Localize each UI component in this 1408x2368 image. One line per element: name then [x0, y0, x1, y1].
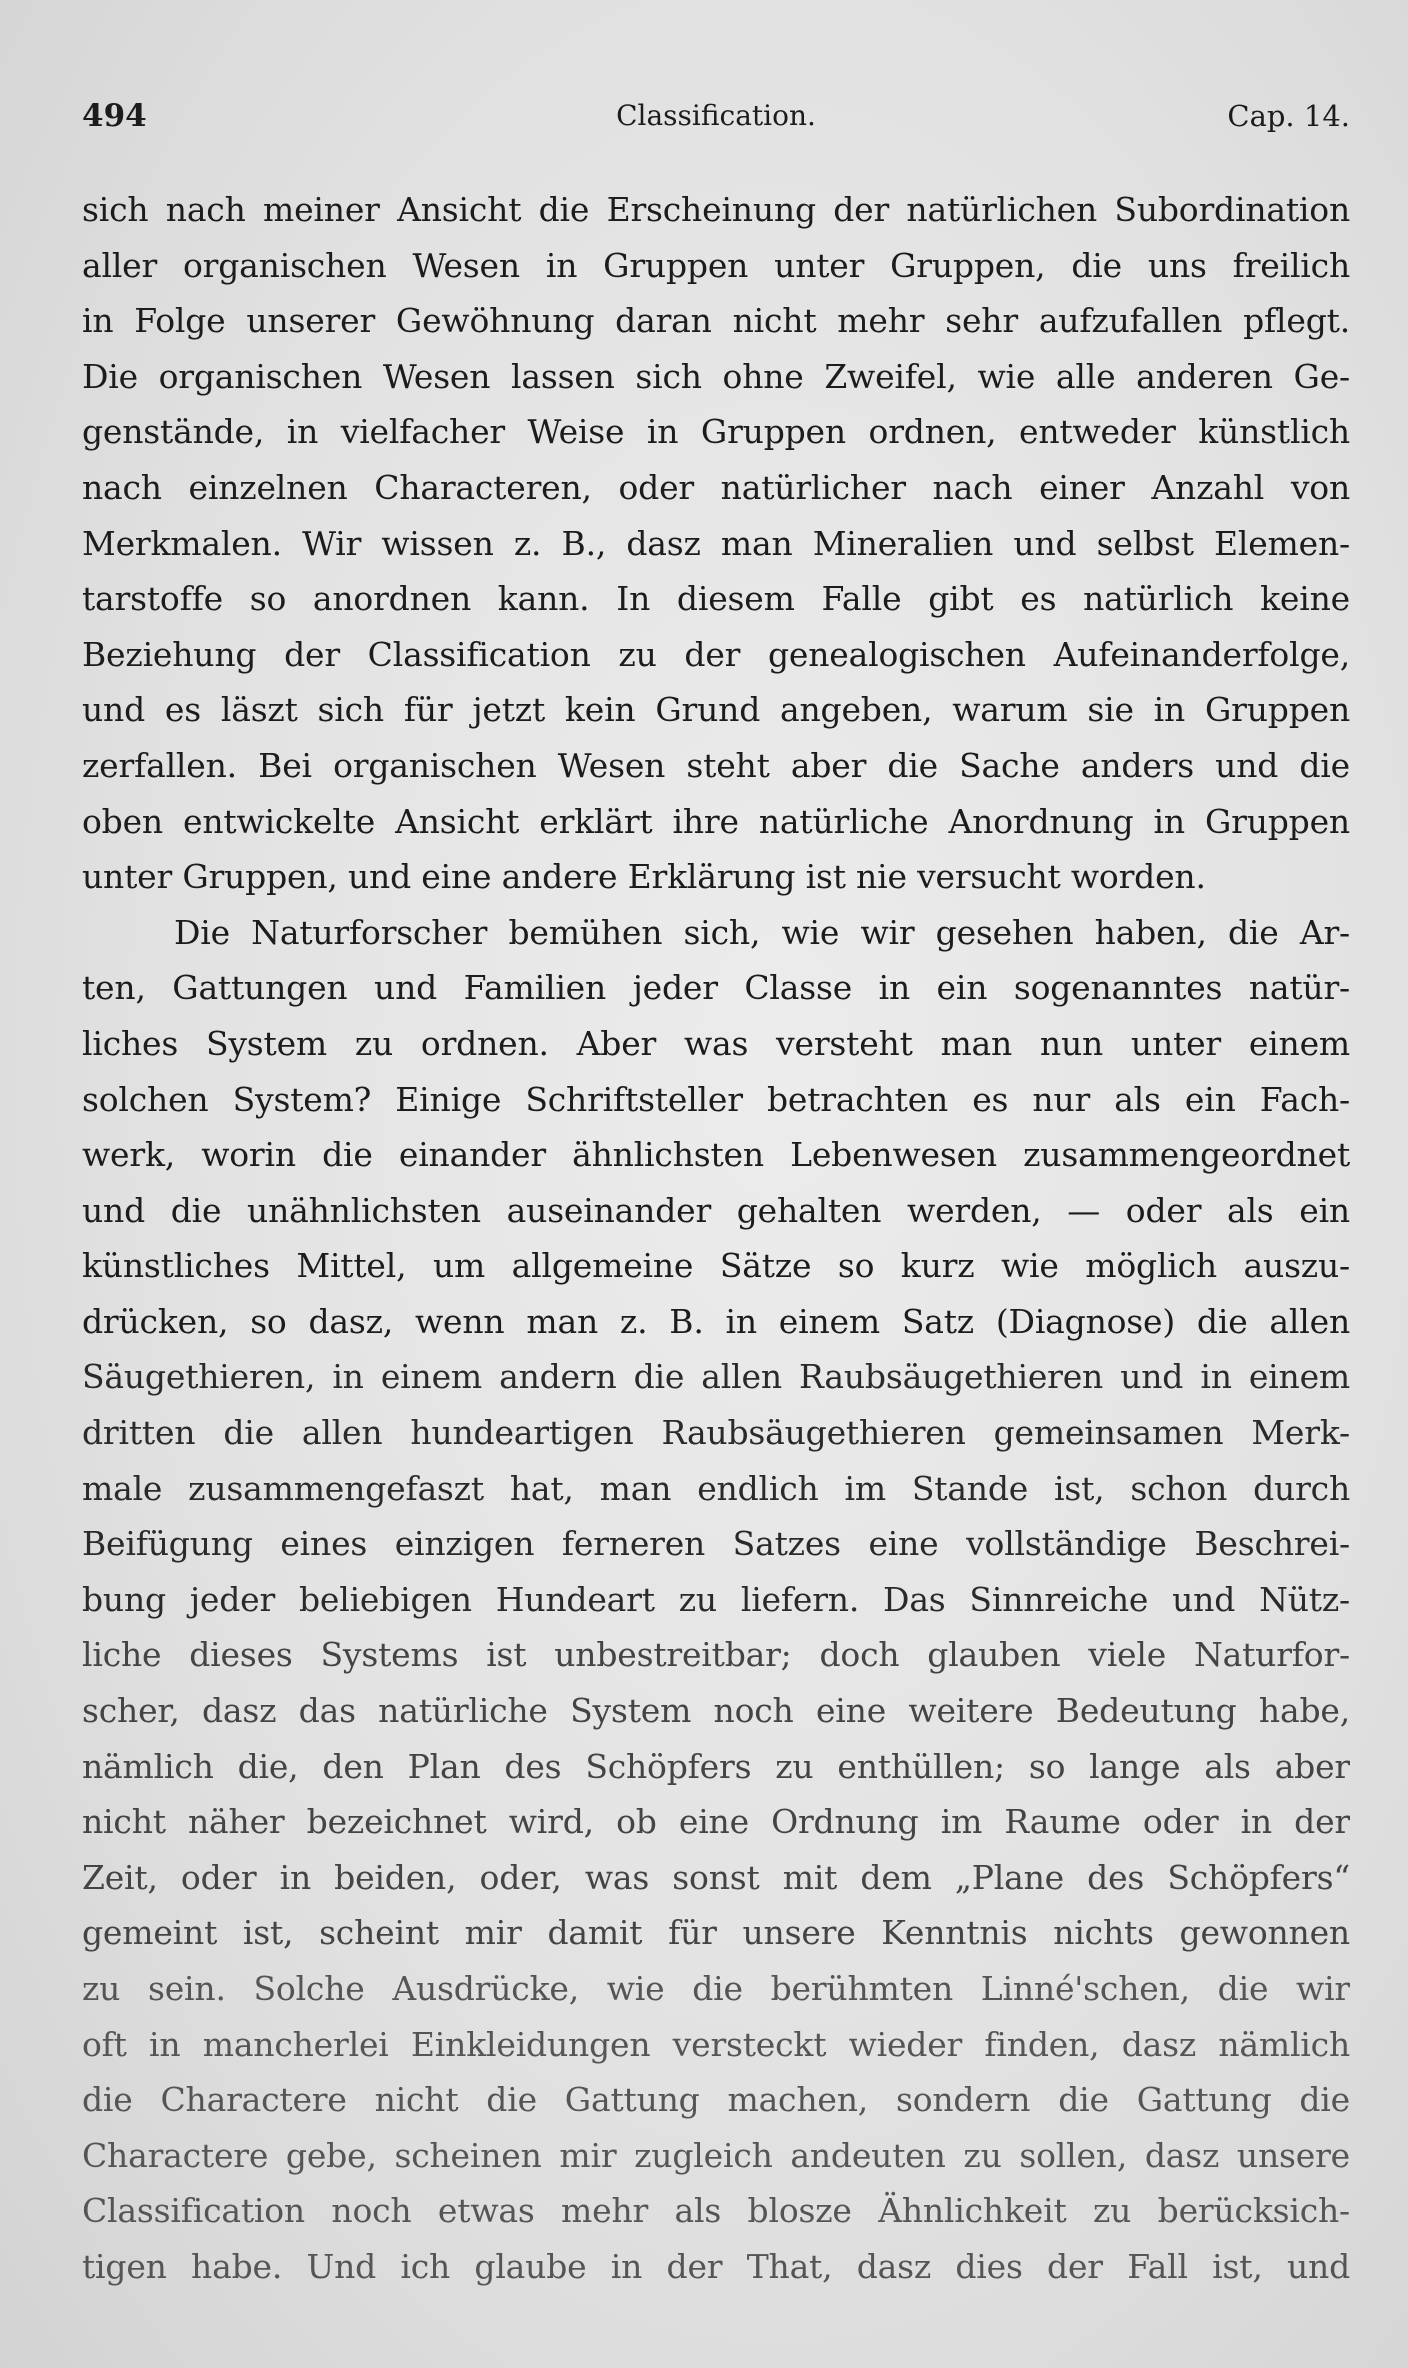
chapter-label: Cap. 14.: [1227, 99, 1350, 133]
text-line: und die unähnlichsten auseinander gehalten werden, — oder als ein: [82, 1190, 1350, 1230]
text-line: Merkmalen. Wir wissen z. B., dasz man Mineralien und selbst Elemen-: [82, 523, 1350, 563]
text-line: nach einzelnen Characteren, oder natürlicher nach einer Anzahl von: [82, 467, 1350, 507]
text-line: gemeint ist, scheint mir damit für unsere Kenntnis nichts gewonnen: [82, 1913, 1350, 1953]
text-line: sich nach meiner Ansicht die Erscheinung der natürlichen Subordination: [82, 190, 1350, 229]
text-line: nämlich die, den Plan des Schöpfers zu enthüllen; so lange als aber: [82, 1746, 1350, 1786]
text-line: oben entwickelte Ansicht erklärt ihre natürliche Anordnung in Gruppen: [82, 801, 1350, 841]
text-line: Die organischen Wesen lassen sich ohne Zweifel, wie alle anderen Ge-: [82, 356, 1350, 396]
paragraph-end-line: unter Gruppen, und eine andere Erklärung ist nie versucht worden.: [82, 857, 1206, 897]
body-text: [82, 182, 1350, 2295]
text-line: Beifügung eines einzigen ferneren Satzes eine vollständige Beschrei-: [82, 1524, 1350, 1564]
text-line: in Folge unserer Gewöhnung daran nicht mehr sehr aufzufallen pflegt.: [82, 301, 1350, 341]
text-line: nicht näher bezeichnet wird, ob eine Ordnung im Raume oder in der: [82, 1802, 1350, 1842]
text-line: künstliches Mittel, um allgemeine Sätze so kurz wie möglich auszu-: [82, 1246, 1350, 1286]
text-line: und es läszt sich für jetzt kein Grund angeben, warum sie in Gruppen: [82, 690, 1350, 730]
text-line: Zeit, oder in beiden, oder, was sonst mit dem „Plane des Schöpfers“: [82, 1857, 1350, 1897]
paragraph-start-line: Die Naturforscher bemühen sich, wie wir gesehen haben, die Ar-: [174, 912, 1350, 952]
text-line: tarstoffe so anordnen kann. In diesem Falle gibt es natürlich keine: [82, 579, 1350, 619]
text-line: tigen habe. Und ich glaube in der That, dasz dies der Fall ist, und: [82, 2246, 1350, 2286]
text-line: bung jeder beliebigen Hundeart zu liefern. Das Sinnreiche und Nütz-: [82, 1579, 1350, 1619]
text-line: scher, dasz das natürliche System noch eine weitere Bedeutung habe,: [82, 1691, 1350, 1731]
text-line: Classification noch etwas mehr als blosze Ähnlichkeit zu berücksich-: [82, 2191, 1350, 2231]
text-line: drücken, so dasz, wenn man z. B. in einem Satz (Diagnose) die allen: [82, 1301, 1350, 1341]
page-number: 494: [82, 98, 147, 134]
text-line: werk, worin die einander ähnlichsten Lebenwesen zusammengeordnet: [82, 1135, 1350, 1175]
text-line: ten, Gattungen und Familien jeder Classe in ein sogenanntes natür-: [82, 968, 1350, 1008]
text-line: male zusammengefaszt hat, man endlich im Stande ist, schon durch: [82, 1468, 1350, 1508]
text-line: aller organischen Wesen in Gruppen unter Gruppen, die uns freilich: [82, 245, 1350, 285]
text-line: oft in mancherlei Einkleidungen versteckt wieder finden, dasz nämlich: [82, 2024, 1350, 2064]
text-line: zu sein. Solche Ausdrücke, wie die berühmten Linné'schen, die wir: [82, 1969, 1350, 2008]
text-line: genstände, in vielfacher Weise in Gruppen ordnen, entweder künstlich: [82, 412, 1350, 452]
text-line: solchen System? Einige Schriftsteller betrachten es nur als ein Fach-: [82, 1079, 1350, 1119]
text-line: liches System zu ordnen. Aber was versteht man nun unter einem: [82, 1023, 1350, 1063]
running-header: [82, 96, 1350, 136]
text-line: liche dieses Systems ist unbestreitbar; doch glauben viele Naturfor-: [82, 1635, 1350, 1675]
text-line: die Charactere nicht die Gattung machen, sondern die Gattung die: [82, 2080, 1350, 2120]
text-line: dritten die allen hundeartigen Raubsäugethieren gemeinsamen Merk-: [82, 1413, 1350, 1453]
text-line: zerfallen. Bei organischen Wesen steht aber die Sache anders und die: [82, 745, 1350, 785]
text-line: Charactere gebe, scheinen mir zugleich andeuten zu sollen, dasz unsere: [82, 2135, 1350, 2175]
text-line: Beziehung der Classification zu der genealogischen Aufeinanderfolge,: [82, 634, 1350, 674]
running-title: Classification.: [616, 99, 816, 132]
text-line: Säugethieren, in einem andern die allen Raubsäugethieren und in einem: [82, 1357, 1350, 1397]
